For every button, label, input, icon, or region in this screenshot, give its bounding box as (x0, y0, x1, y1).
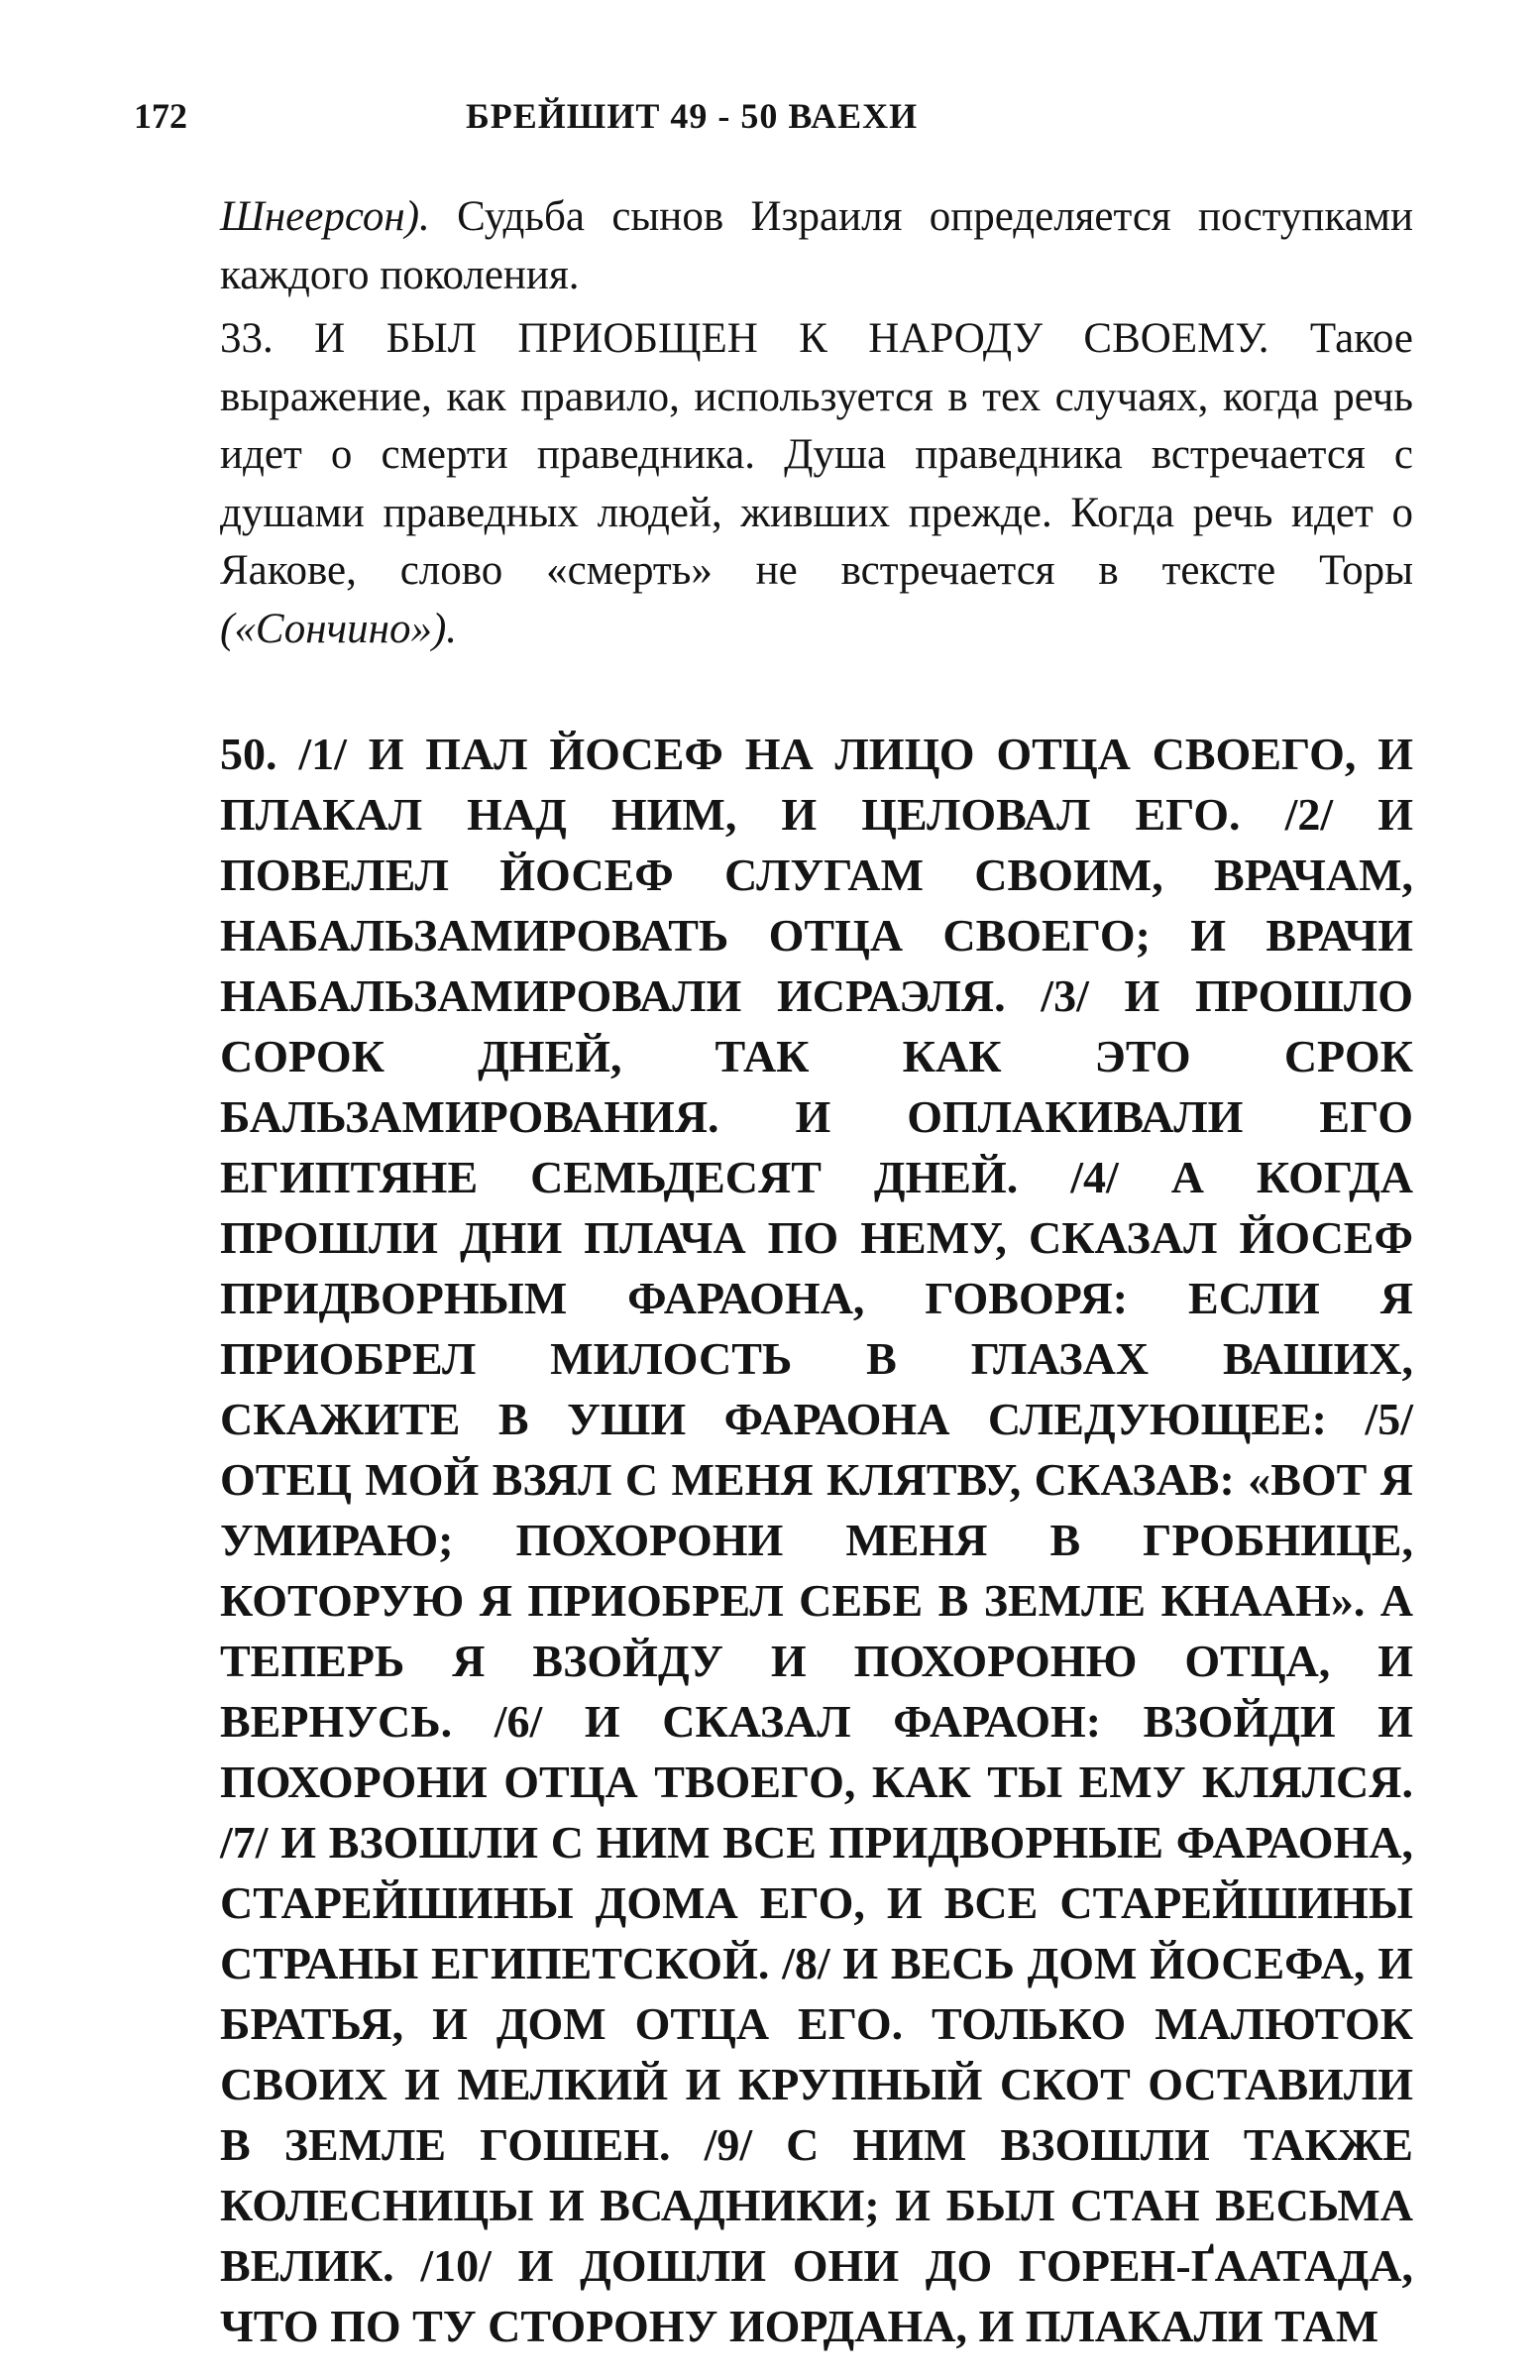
commentary-citation: («Сончино»). (220, 605, 458, 652)
page-number: 172 (134, 96, 187, 136)
torah-verses: 50. /1/ И ПАЛ ЙОСЕФ НА ЛИЦО ОТЦА СВОЕГО, И ПЛАКАЛ НАД НИМ, И ЦЕЛОВАЛ ЕГО. /2/ И ПОВЕЛЕЛ ЙОСЕФ СЛУГАМ СВОИМ, ВРАЧАМ, НАБАЛЬЗАМИРОВАТЬ ОТЦА СВОЕГО; И ВРАЧИ НАБАЛЬЗАМИРОВАЛИ ИСРАЭЛЯ. /3/ И ПРОШЛО СОРОК ДНЕЙ, ТАК КАК ЭТО СРОК БАЛЬЗАМИРОВАНИЯ. И ОПЛАКИВАЛИ ЕГО ЕГИПТЯНЕ СЕМЬДЕСЯТ ДНЕЙ. /4/ А КОГДА ПРОШЛИ ДНИ ПЛАЧА ПО НЕМУ, СКАЗАЛ ЙОСЕФ ПРИДВОРНЫМ ФАРАОНА, ГОВОРЯ: ЕСЛИ Я ПРИОБРЕЛ МИЛОСТЬ В ГЛАЗАХ ВАШИХ, СКАЖИТЕ В УШИ ФАРАОНА СЛЕДУЮЩЕЕ: /5/ ОТЕЦ МОЙ ВЗЯЛ С МЕНЯ КЛЯТВУ, СКАЗАВ: «ВОТ Я УМИРАЮ; ПОХОРОНИ МЕНЯ В ГРОБНИЦЕ, КОТОРУЮ Я ПРИОБРЕЛ СЕБЕ В ЗЕМЛЕ КНААН». А ТЕПЕРЬ Я ВЗОЙДУ И ПОХОРОНЮ ОТЦА, И ВЕРНУСЬ. /6/ И СКАЗАЛ ФАРАОН: ВЗОЙДИ И ПОХОРОНИ ОТЦА ТВОЕГО, КАК ТЫ ЕМУ КЛЯЛСЯ. /7/ И ВЗОШЛИ С НИМ ВСЕ ПРИДВОРНЫЕ ФАРАОНА, СТАРЕЙШИНЫ ДОМА ЕГО, И ВСЕ СТАРЕЙШИНЫ СТРАНЫ ЕГИПЕТСКОЙ. /8/ И ВЕСЬ ДОМ ЙОСЕФА, И БРАТЬЯ, И ДОМ ОТЦА ЕГО. ТОЛЬКО МАЛЮТОК СВОИХ И МЕЛКИЙ И КРУПНЫЙ СКОТ ОСТАВИЛИ В ЗЕМЛЕ ГОШЕН. /9/ С НИМ ВЗОШЛИ ТАКЖЕ КОЛЕСНИЦЫ И ВСАДНИКИ; И БЫЛ СТАН ВЕСЬМА ВЕЛИК. /10/ И ДОШЛИ ОНИ ДО ГОРЕН-ҐААТАДА, ЧТО ПО ТУ СТОРОНУ ИОРДАНА, И ПЛАКАЛИ ТАМ (220, 729, 1413, 2351)
commentary-text: 33. И БЫЛ ПРИОБЩЕН К НАРОДУ СВОЕМУ. Такое выражение, как правило, используется в тех случаях, когда речь идет о смерти праведника. Душа праведника встречается с душами праведных людей, живших прежде. Когда речь идет о Яакове, слово «смерть» не встречается в тексте Торы (220, 315, 1413, 594)
page-header (134, 91, 1026, 141)
running-head: БРЕЙШИТ 49 - 50 ВАЕХИ (466, 96, 919, 136)
torah-text-block (220, 724, 1413, 2356)
commentary-text: Судьба сынов Израиля определяется поступками каждого поколения. (220, 193, 1413, 298)
commentary-citation: Шнеерсон). (220, 193, 430, 240)
commentary-block (220, 188, 1413, 658)
commentary-paragraph-1 (220, 188, 1413, 304)
commentary-paragraph-2 (220, 310, 1413, 658)
